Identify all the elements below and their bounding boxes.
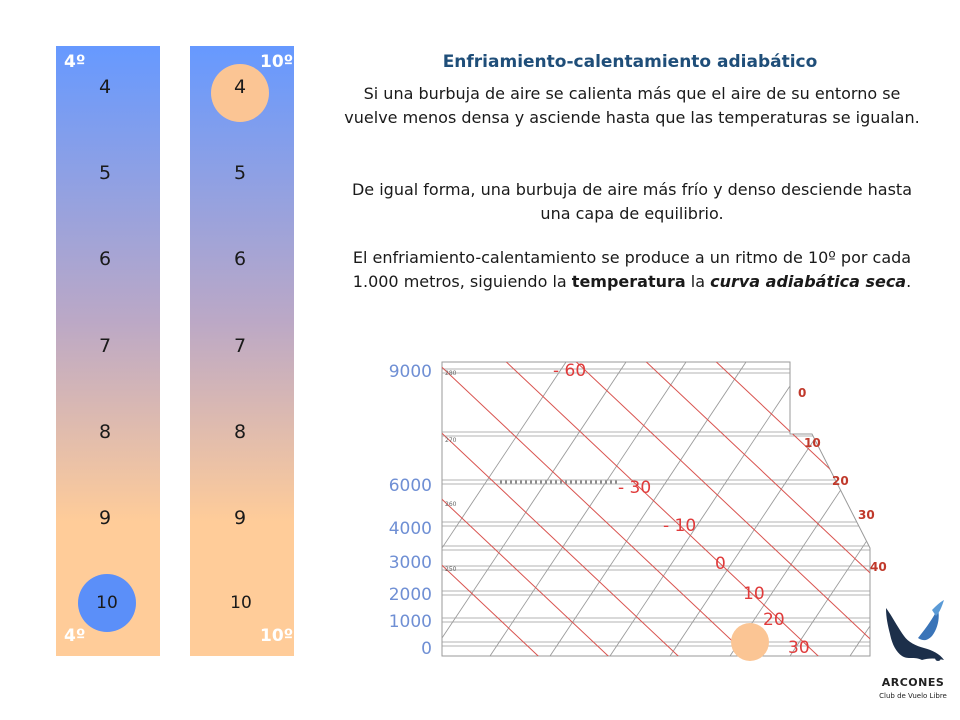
right-level-number: 4 xyxy=(233,76,247,98)
altitude-label: 0 xyxy=(421,639,432,659)
adiabat-label: - 60 xyxy=(553,361,587,381)
left-level-number: 4 xyxy=(98,76,112,98)
left-level-number: 10 xyxy=(96,593,118,613)
diagram-frame xyxy=(442,362,870,656)
logo-subtitle: Club de Vuelo Libre xyxy=(879,692,947,700)
surface-bubble xyxy=(731,623,769,661)
para3-text: El enfriamiento-calentamiento se produce a un ritmo de 10º por cada 1.000 metros, siguiendo la xyxy=(352,248,912,291)
adiabat-label: 30 xyxy=(788,638,810,658)
isotherm-label: 20 xyxy=(832,474,849,488)
isotherm-label: 30 xyxy=(858,508,875,522)
potential-temp-label: 280 xyxy=(445,370,457,377)
adiabatic-diagram xyxy=(370,350,900,670)
right-level-number: 6 xyxy=(233,248,247,270)
left-level-number: 8 xyxy=(98,421,112,443)
potential-temp-label: 250 xyxy=(445,566,457,573)
right-level-number: 7 xyxy=(233,335,247,357)
altitude-label: 1000 xyxy=(388,612,432,632)
left-bottom-temp: 4º xyxy=(64,626,86,646)
left-level-number: 6 xyxy=(98,248,112,270)
para3-text-2: la xyxy=(685,272,711,291)
altitude-label: 2000 xyxy=(388,585,432,605)
paragraph-warm-bubble: Si una burbuja de aire se calienta más que el aire de su entorno se vuelve menos densa y asciende hasta que las temperaturas se igualan. xyxy=(344,84,920,127)
adiabat-label: - 10 xyxy=(663,516,697,536)
left-level-number: 9 xyxy=(98,507,112,529)
altitude-label: 6000 xyxy=(388,476,432,496)
adiabat-label: - 30 xyxy=(618,478,652,498)
isotherm-label: 10 xyxy=(804,436,821,450)
logo-name: ARCONES xyxy=(881,676,945,689)
right-level-number: 8 xyxy=(233,421,247,443)
altitude-label: 9000 xyxy=(388,362,432,382)
altitude-label: 3000 xyxy=(388,553,432,573)
left-top-temp: 4º xyxy=(64,52,86,72)
adiabat-label: 0 xyxy=(715,554,726,574)
left-level-number: 7 xyxy=(98,335,112,357)
right-level-number: 9 xyxy=(233,507,247,529)
para3-curva-adiabatica: curva adiabática seca xyxy=(710,272,907,291)
para3-bold-temperatura: temperatura xyxy=(571,272,686,291)
right-level-number: 10 xyxy=(230,593,252,613)
potential-temp-label: 270 xyxy=(445,437,457,444)
eagle-icon xyxy=(878,598,952,674)
para3-end: . xyxy=(906,272,912,291)
adiabat-label: 20 xyxy=(763,610,785,630)
adiabat-label: 10 xyxy=(743,584,765,604)
isotherm-label: 0 xyxy=(798,386,807,400)
slide-title: Enfriamiento-calentamiento adiabático xyxy=(442,52,818,72)
club-logo xyxy=(878,598,952,714)
right-level-number: 5 xyxy=(233,162,247,184)
isotherm-label: 40 xyxy=(870,560,887,574)
right-bottom-temp: 10º xyxy=(260,626,294,646)
altitude-label: 4000 xyxy=(388,519,432,539)
left-level-number: 5 xyxy=(98,162,112,184)
paragraph-adiabatic-rate xyxy=(344,246,920,294)
paragraph-cold-bubble: De igual forma, una burbuja de aire más frío y denso desciende hasta una capa de equilibrio. xyxy=(351,180,913,223)
potential-temp-label: 260 xyxy=(445,501,457,508)
right-top-temp: 10º xyxy=(260,52,294,72)
